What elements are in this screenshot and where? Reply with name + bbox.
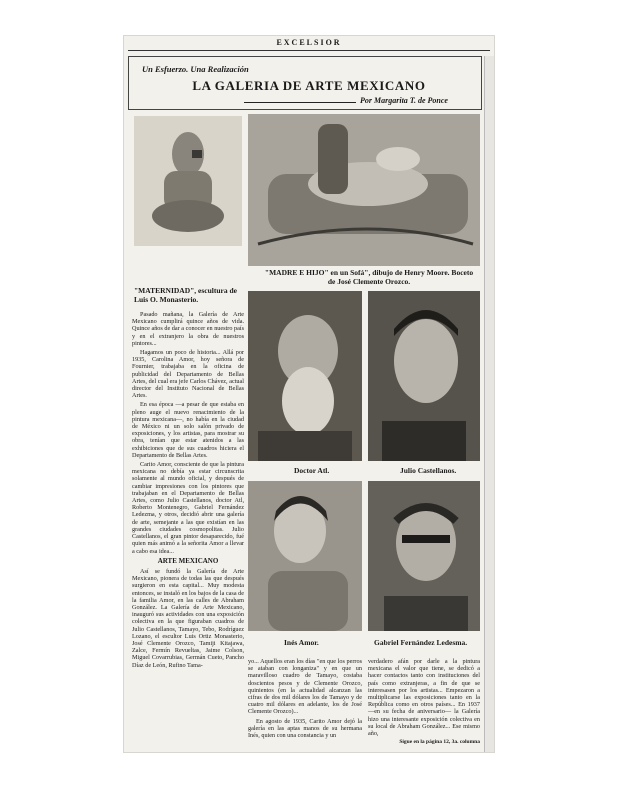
paragraph: En agosto de 1935, Carito Amor dejó la galería en las aptas manos de su hermana Inés, quien con una constancia y un bbox=[248, 717, 362, 740]
drawing-image bbox=[248, 114, 480, 266]
portrait-image bbox=[248, 291, 362, 461]
masthead: EXCELSIOR bbox=[276, 38, 342, 47]
article-column-1 bbox=[132, 311, 244, 671]
paragraph: verdadero afán por darle a la pintura mexicana el valor que tiene, se dedicó a hacer contactos tanto con instituciones del país como extranjeras, a fin de que se interesasen por los artistas... Empezaron a multiplicarse las exposiciones tanto en la República como en otros países... En 1937 —en su fecha de aniversario— la Galería hizo una interesante exposición colectiva en su local de Abraham González... Ese mismo año, bbox=[368, 658, 480, 738]
article-column-2 bbox=[248, 658, 362, 741]
ledesma-photo bbox=[368, 481, 480, 631]
portrait-image bbox=[248, 481, 362, 631]
caption-maternidad: "MATERNIDAD", escultura de Luis O. Monasterio. bbox=[134, 286, 237, 304]
caption-ledesma: Gabriel Fernández Ledesma. bbox=[374, 638, 468, 647]
paragraph: En esa época —a pesar de que estaba en pleno auge el nuevo renacimiento de la pintura mexicana—, no había en la ciudad de México ni un solo salón privado de exposiciones, y los artistas, para mostrar su obra, tenían que estar atenidos a las exhibiciones que de sus cuadros hiciera el Departamento de Bellas Artes. bbox=[132, 401, 244, 459]
top-rule bbox=[128, 50, 490, 51]
caption-castellanos: Julio Castellanos. bbox=[400, 466, 457, 475]
portrait-image bbox=[368, 481, 480, 631]
byline-rule bbox=[244, 102, 356, 103]
doctor-atl-photo bbox=[248, 291, 362, 461]
sculpture-image bbox=[134, 116, 242, 246]
caption-ines: Inés Amor. bbox=[284, 638, 319, 647]
paragraph: yo... Aquellos eran los días "en que los perros se ataban con longaniza" y en que un maravilloso cuadro de Tamayo, costaba doscientos pesos y de Clemente Orozco, quinientos (en la actualidad alcanzan las cifras de dos mil dólares los de Tamayo y de cuatro mil dólares en adelante, los de José Clemente Orozco)... bbox=[248, 658, 362, 716]
portrait-image bbox=[368, 291, 480, 461]
madre-hijo-drawing bbox=[248, 114, 480, 266]
subheading: ARTE MEXICANO bbox=[157, 556, 219, 565]
julio-castellanos-photo bbox=[368, 291, 480, 461]
paragraph: Hagamos un poco de historia... Allá por 1935, Carolina Amor, hoy señora de Fournier, trabajaba en la oficina de publicidad del Departamento de Bellas Artes, del cual era jefe Carlos Chávez, actual director del Instituto Nacional de Bellas Artes. bbox=[132, 349, 244, 400]
continued-note: Sigue en la página 12, 3a. columna bbox=[399, 739, 480, 746]
caption-madre-hijo: "MADRE E HIJO" en un Sofá", dibujo de Henry Moore. Boceto de José Clemente Orozco. bbox=[264, 268, 474, 286]
article-column-3 bbox=[368, 658, 480, 746]
newspaper-clipping bbox=[124, 36, 494, 752]
headline: LA GALERIA DE ARTE MEXICANO bbox=[192, 78, 426, 93]
paragraph: Pasado mañana, la Galería de Arte Mexicano cumplirá quince años de vida. Quince años de dar a conocer en nuestro país y en el extranjero la obra de nuestros pintores... bbox=[132, 311, 244, 347]
caption-doctor-atl: Doctor Atl. bbox=[294, 466, 330, 475]
kicker: Un Esfuerzo. Una Realización bbox=[142, 64, 249, 74]
maternidad-sculpture-photo bbox=[134, 116, 242, 246]
paragraph: Así se fundó la Galería de Arte Mexicano, pionera de todas las que después surgieron en esta capital... Muy modesta entonces, se instaló en los bajos de la casa de la familia Amor, en las calles de Abraham González. La Galería de Arte Mexicano, inauguró sus actividades con una exposición colectiva en la que figuraban cuadros de Julio Castellanos, Tamayo, Tebo, Rodríguez Lozano, el escultor Luis Ortiz Monasterio, José Clemente Orozco, Tamiji Kitajawa, Zalce, Fermín Revueltas, Jaime Colson, Miguel Covarrubias, Germán Cueto, Pancho Díaz de León, Rufino Tama- bbox=[132, 567, 244, 669]
adjacent-column-edge bbox=[484, 56, 494, 752]
byline: Por Margarita T. de Ponce bbox=[360, 96, 448, 105]
paragraph: Carito Amor, consciente de que la pintura mexicana no debía ya estar circunscrita solamente al mundo oficial, y después de cambiar impresiones con los pintores que trabajaban en el Departamento de Bellas Artes, como Julio Castellanos, doctor Atl, Roberto Montenegro, Gabriel Fernández Ledezma, y otros, decidió abrir una galería de arte, semejante a las que existían en las grandes ciudades cosmopolitas. Julio Castellanos, el gran pintor desaparecido, fué quien más animó a la señorita Amor a llevar a cabo esa idea... bbox=[132, 461, 244, 555]
ines-amor-photo bbox=[248, 481, 362, 631]
